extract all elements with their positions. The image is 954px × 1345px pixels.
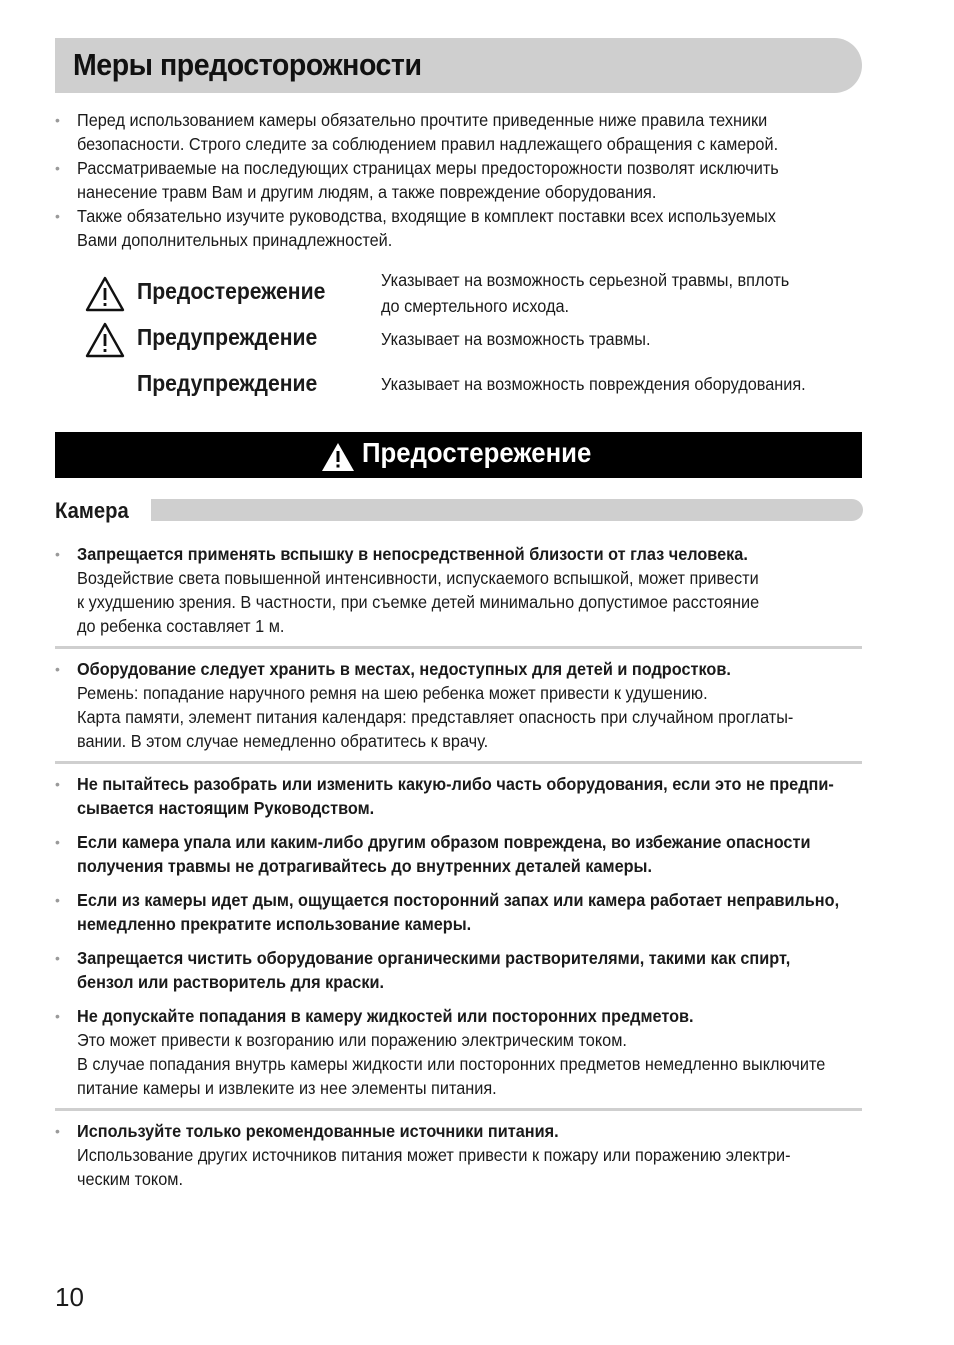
warning-triangle-icon [85,322,125,358]
bullet-icon: • [55,950,60,966]
divider [55,646,862,649]
divider [55,1108,862,1111]
bullet-icon: • [55,112,60,128]
warning-triangle-icon [321,442,355,472]
list-item: • Если камера упала или каким-либо другим образом повреждена, во избежание опасности получения травмы не дотрагивайтесь до внутренних деталей камеры. [55,832,811,876]
warning-triangle-icon [85,276,125,312]
bullet-icon: • [55,208,60,224]
legend-term: Предупреждение [137,324,318,350]
bullet-icon: • [55,160,60,176]
divider [55,761,862,764]
legend-term: Предупреждение [137,370,318,396]
section-bar [151,499,863,521]
list-item: • Если из камеры идет дым, ощущается посторонний запах или камера работает неправильно, немедленно прекратите использование камеры. [55,890,840,934]
intro-list [55,108,855,252]
bullet-icon: • [55,661,60,677]
bullet-icon: • [55,1008,60,1024]
bullet-icon: • [55,1123,60,1139]
section-label: Камера [55,498,129,523]
list-item: • Оборудование следует хранить в местах, недоступных для детей и подростков. Ремень: попадание наручного ремня на шею ребенка может привести к удушению. Карта памяти, элемент питания календаря: представляет опасность при случайном проглаты- вании. В этом случае немедленно обратитесь к врачу. [55,659,794,751]
legend-desc: Указывает на возможность серьезной травмы, вплоть до смертельного исхода. [381,270,790,316]
bullet-icon: • [55,776,60,792]
page-title-bar [55,38,862,93]
bullet-icon: • [55,546,60,562]
banner-title: Предостережение [362,437,592,468]
list-item: • Запрещается применять вспышку в непосредственной близости от глаз человека. Воздействие света повышенной интенсивности, испускаемого вспышкой, может привести к ухудшению зрения. В частности, при съемке детей минимально допустимое расстояние до ребенка составляет 1 м. [55,544,760,636]
intro-item: • Также обязательно изучите руководства, входящие в комплект поставки всех используемых Вами дополнительных принадлежностей. [55,206,776,250]
warning-banner [55,432,862,478]
legend-desc: Указывает на возможность травмы. [381,329,651,349]
section-header [55,498,863,526]
legend-term: Предостережение [137,278,326,304]
page-number: 10 [55,1282,84,1312]
list-item: • Не пытайтесь разобрать или изменить какую-либо часть оборудования, если это не предпи- сывается настоящим Руководством. [55,774,834,818]
intro-item: • Рассматриваемые на последующих страницах меры предосторожности позволят исключить нанесение травм Вам и другим людям, а также повреждение оборудования. [55,158,779,202]
precaution-list [55,542,862,1191]
legend-desc: Указывает на возможность повреждения оборудования. [381,374,806,394]
intro-item: • Перед использованием камеры обязательно прочтите приведенные ниже правила техники безопасности. Строго следите за соблюдением правил надлежащего обращения с камерой. [55,110,779,154]
page-title: Меры предосторожности [73,47,422,82]
bullet-icon: • [55,834,60,850]
bullet-icon: • [55,892,60,908]
list-item: • Используйте только рекомендованные источники питания. Использование других источников питания может привести к пожару или поражению электри- ческим током. [55,1121,791,1189]
list-item: • Запрещается чистить оборудование органическими растворителями, такими как спирт, бензол или растворитель для краски. [55,948,791,992]
list-item: • Не допускайте попадания в камеру жидкостей или посторонних предметов. Это может привести к возгоранию или поражению электрическим током. В случае попадания внутрь камеры жидкости или посторонних предметов немедленно выключите питание камеры и извлеките из нее элементы питания. [55,1006,826,1098]
